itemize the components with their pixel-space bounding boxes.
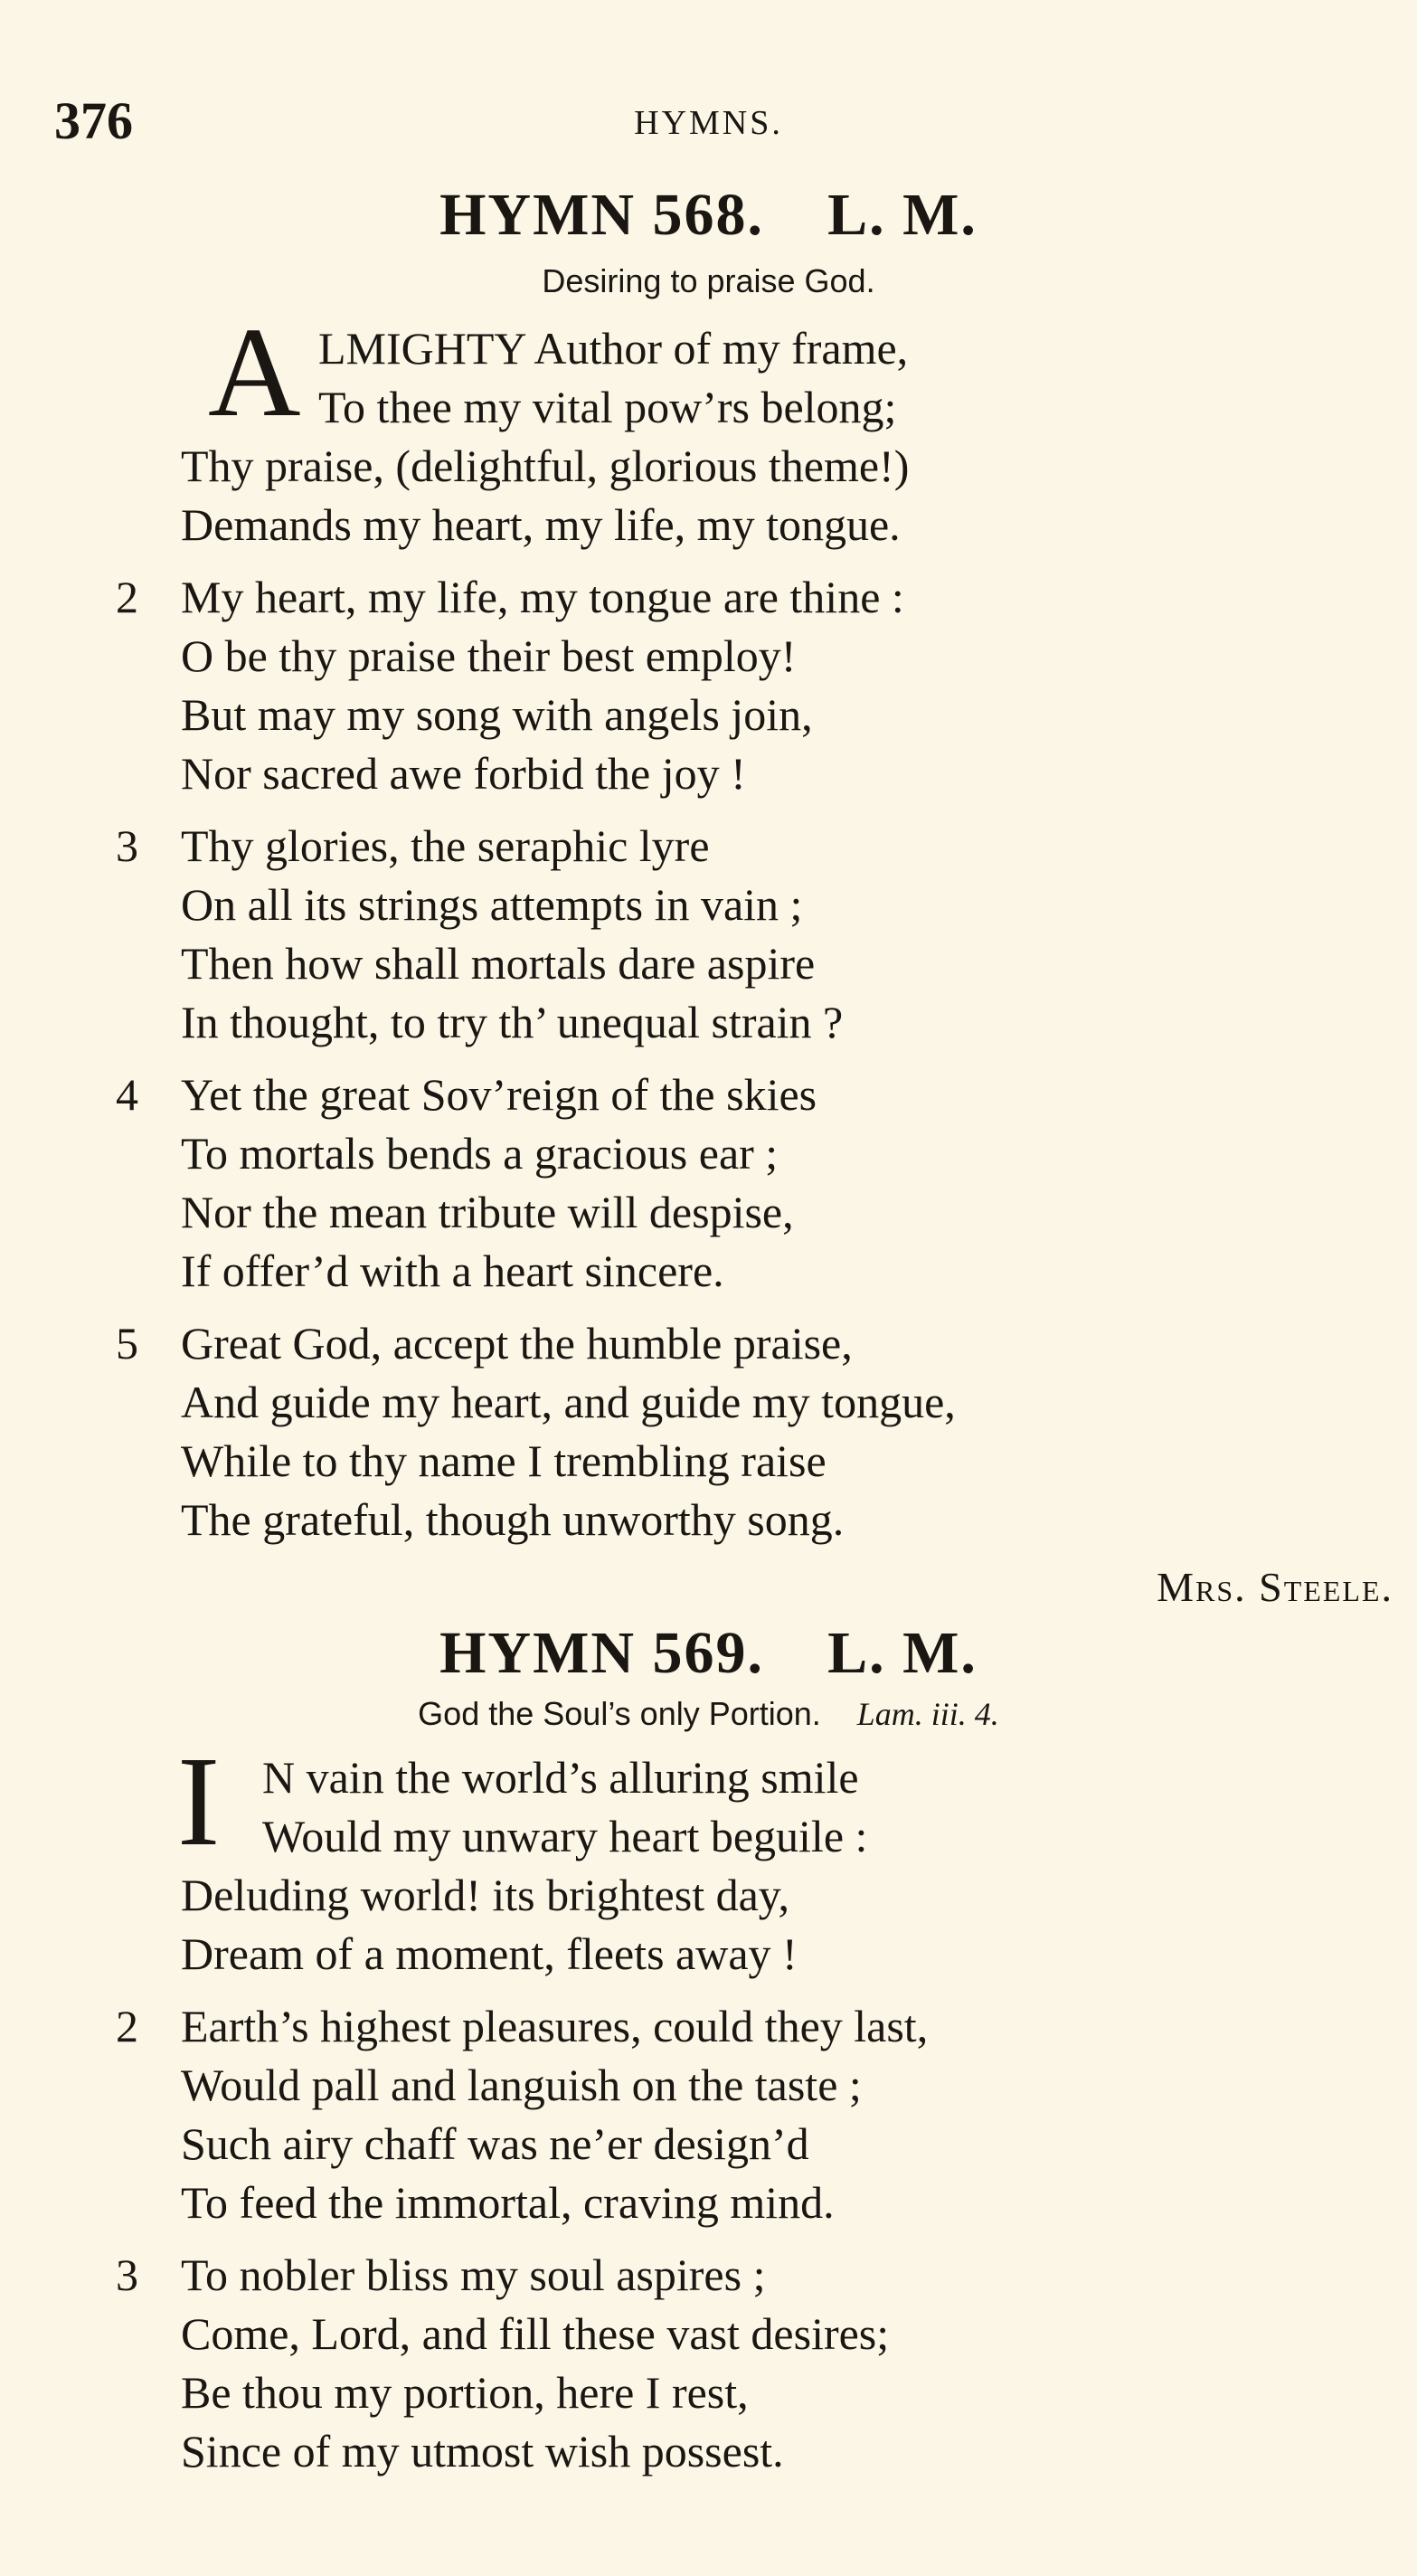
hymn-attribution: Mrs. Steele. xyxy=(1157,1564,1393,1610)
verse-line: Yet the great Sov’reign of the skies xyxy=(181,1069,817,1120)
verse-line: LMIGHTY Author of my frame, xyxy=(318,323,909,374)
subtitle-text: God the Soul’s only Portion. xyxy=(418,1695,821,1732)
verse-number: 2 xyxy=(116,572,138,622)
page-header xyxy=(54,90,1363,154)
verse-line: My heart, my life, my tongue are thine : xyxy=(181,572,904,622)
verse-line: Great God, accept the humble praise, xyxy=(181,1318,853,1368)
verse-line: Would my unwary heart beguile : xyxy=(262,1811,868,1861)
verse-line: On all its strings attempts in vain ; xyxy=(181,879,803,930)
hymn-number: HYMN 568. xyxy=(439,182,765,248)
verse-line: But may my song with angels join, xyxy=(181,689,813,740)
verse-line: Since of my utmost wish possest. xyxy=(181,2426,784,2477)
hymn-meter: L. M. xyxy=(827,1620,978,1686)
verse-line: Thy glories, the seraphic lyre xyxy=(181,820,710,871)
verse-number: 4 xyxy=(116,1069,138,1120)
verse-line: Be thou my portion, here I rest, xyxy=(181,2367,749,2418)
scripture-reference: Lam. iii. 4. xyxy=(856,1696,999,1732)
verse-line: N vain the world’s alluring smile xyxy=(262,1752,859,1803)
hymn-meter: L. M. xyxy=(827,182,978,248)
verse-line: O be thy praise their best employ! xyxy=(181,630,797,681)
running-title: HYMNS. xyxy=(634,104,783,142)
verse-number: 3 xyxy=(116,2249,138,2300)
verse-line: While to thy name I trembling raise xyxy=(181,1435,827,1486)
verse-number: 3 xyxy=(116,820,138,871)
verse-line: Demands my heart, my life, my tongue. xyxy=(181,499,901,550)
hymn-568-title xyxy=(0,181,1417,250)
page-number: 376 xyxy=(54,91,133,150)
verse-line: And guide my heart, and guide my tongue, xyxy=(181,1377,956,1427)
verse-line: To feed the immortal, craving mind. xyxy=(181,2177,835,2228)
verse-line: To thee my vital pow’rs belong; xyxy=(318,382,897,432)
hymn-569-subtitle xyxy=(0,1695,1417,1733)
verse-line: Would pall and languish on the taste ; xyxy=(181,2060,862,2110)
verse-line: Earth’s highest pleasures, could they last, xyxy=(181,2001,929,2051)
verse-line: Come, Lord, and fill these vast desires; xyxy=(181,2308,890,2359)
verse-line: Thy praise, (delightful, glorious theme!) xyxy=(181,440,910,491)
dropcap-A: A xyxy=(208,300,301,443)
verse-line: The grateful, though unworthy song. xyxy=(181,1494,845,1545)
hymn-number: HYMN 569. xyxy=(439,1620,765,1686)
hymn-569-title xyxy=(0,1619,1417,1688)
verse-line: If offer’d with a heart sincere. xyxy=(181,1245,724,1296)
verse-line: Then how shall mortals dare aspire xyxy=(181,938,816,989)
verse-line: To nobler bliss my soul aspires ; xyxy=(181,2249,766,2300)
hymn-568-subtitle: Desiring to praise God. xyxy=(542,262,875,299)
dropcap-I: I xyxy=(177,1729,221,1872)
verse-line: Nor the mean tribute will despise, xyxy=(181,1187,794,1237)
verse-line: Such airy chaff was ne’er design’d xyxy=(181,2118,809,2169)
verse-line: In thought, to try th’ unequal strain ? xyxy=(181,997,844,1047)
verse-line: To mortals bends a gracious ear ; xyxy=(181,1128,779,1179)
verse-number: 2 xyxy=(116,2001,138,2051)
verse-number: 5 xyxy=(116,1318,138,1368)
verse-line: Dream of a moment, fleets away ! xyxy=(181,1928,798,1979)
verse-line: Deluding world! its brightest day, xyxy=(181,1870,790,1920)
verse-line: Nor sacred awe forbid the joy ! xyxy=(181,748,746,799)
